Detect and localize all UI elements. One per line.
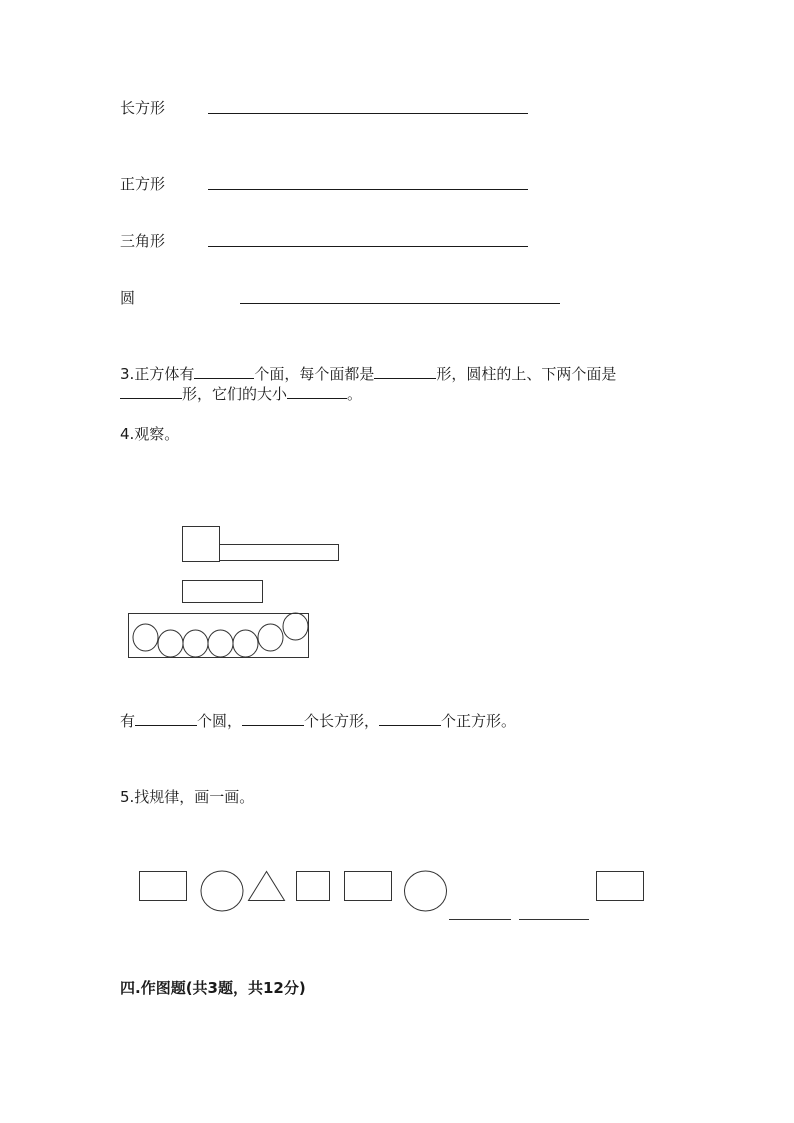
question-4-text-2: 个圆， [197, 712, 243, 730]
question-4-text-4: 个正方形。 [441, 712, 517, 730]
pattern-circle [405, 871, 447, 911]
pattern-rectangle [597, 872, 644, 901]
figure-middle-rectangle [183, 581, 263, 603]
figure-square [183, 527, 220, 562]
shape-label-triangle: 三角形 [120, 232, 166, 250]
question-3-number: 3. [120, 365, 135, 383]
section-4-heading: 四.作图题(共3题，共12分) [120, 979, 306, 997]
question-3-text-4: 形，它们的大小 [182, 385, 288, 403]
figure-circle [233, 630, 258, 657]
question-3-text-3: 形，圆柱的上、下两个面是 [436, 365, 617, 383]
figure-circle [258, 624, 283, 651]
pattern-square [297, 872, 330, 901]
question-3-text-1: 正方体有 [134, 365, 195, 383]
shape-label-rectangle: 长方形 [120, 99, 166, 117]
question-4-title: 4.观察。 [120, 425, 180, 443]
shape-label-square: 正方形 [120, 175, 166, 193]
figure-circle [133, 624, 158, 651]
pattern-circle [201, 871, 243, 911]
blank-rectangle-count[interactable] [242, 711, 304, 726]
question-4-answer-line [120, 711, 516, 731]
pattern-rectangle [140, 872, 187, 901]
figure-base-rectangle [129, 614, 309, 658]
figure-circle [283, 613, 308, 640]
figure-circle [208, 630, 233, 657]
pattern-triangle [249, 872, 285, 901]
question-4-text-3: 个长方形， [304, 712, 380, 730]
shape-label-circle: 圆 [120, 289, 136, 307]
question-3-text-5: 。 [347, 385, 363, 403]
figure-long-rectangle [220, 545, 339, 561]
figure-circle [158, 630, 183, 657]
blank-circle-count[interactable] [135, 711, 197, 726]
question-3-text-2: 个面，每个面都是 [254, 365, 375, 383]
figure-circle [183, 630, 208, 657]
question-5-title: 5.找规律，画一画。 [120, 788, 255, 806]
question-4-text-1: 有 [120, 712, 136, 730]
blank-square-count[interactable] [379, 711, 441, 726]
pattern-rectangle [345, 872, 392, 901]
